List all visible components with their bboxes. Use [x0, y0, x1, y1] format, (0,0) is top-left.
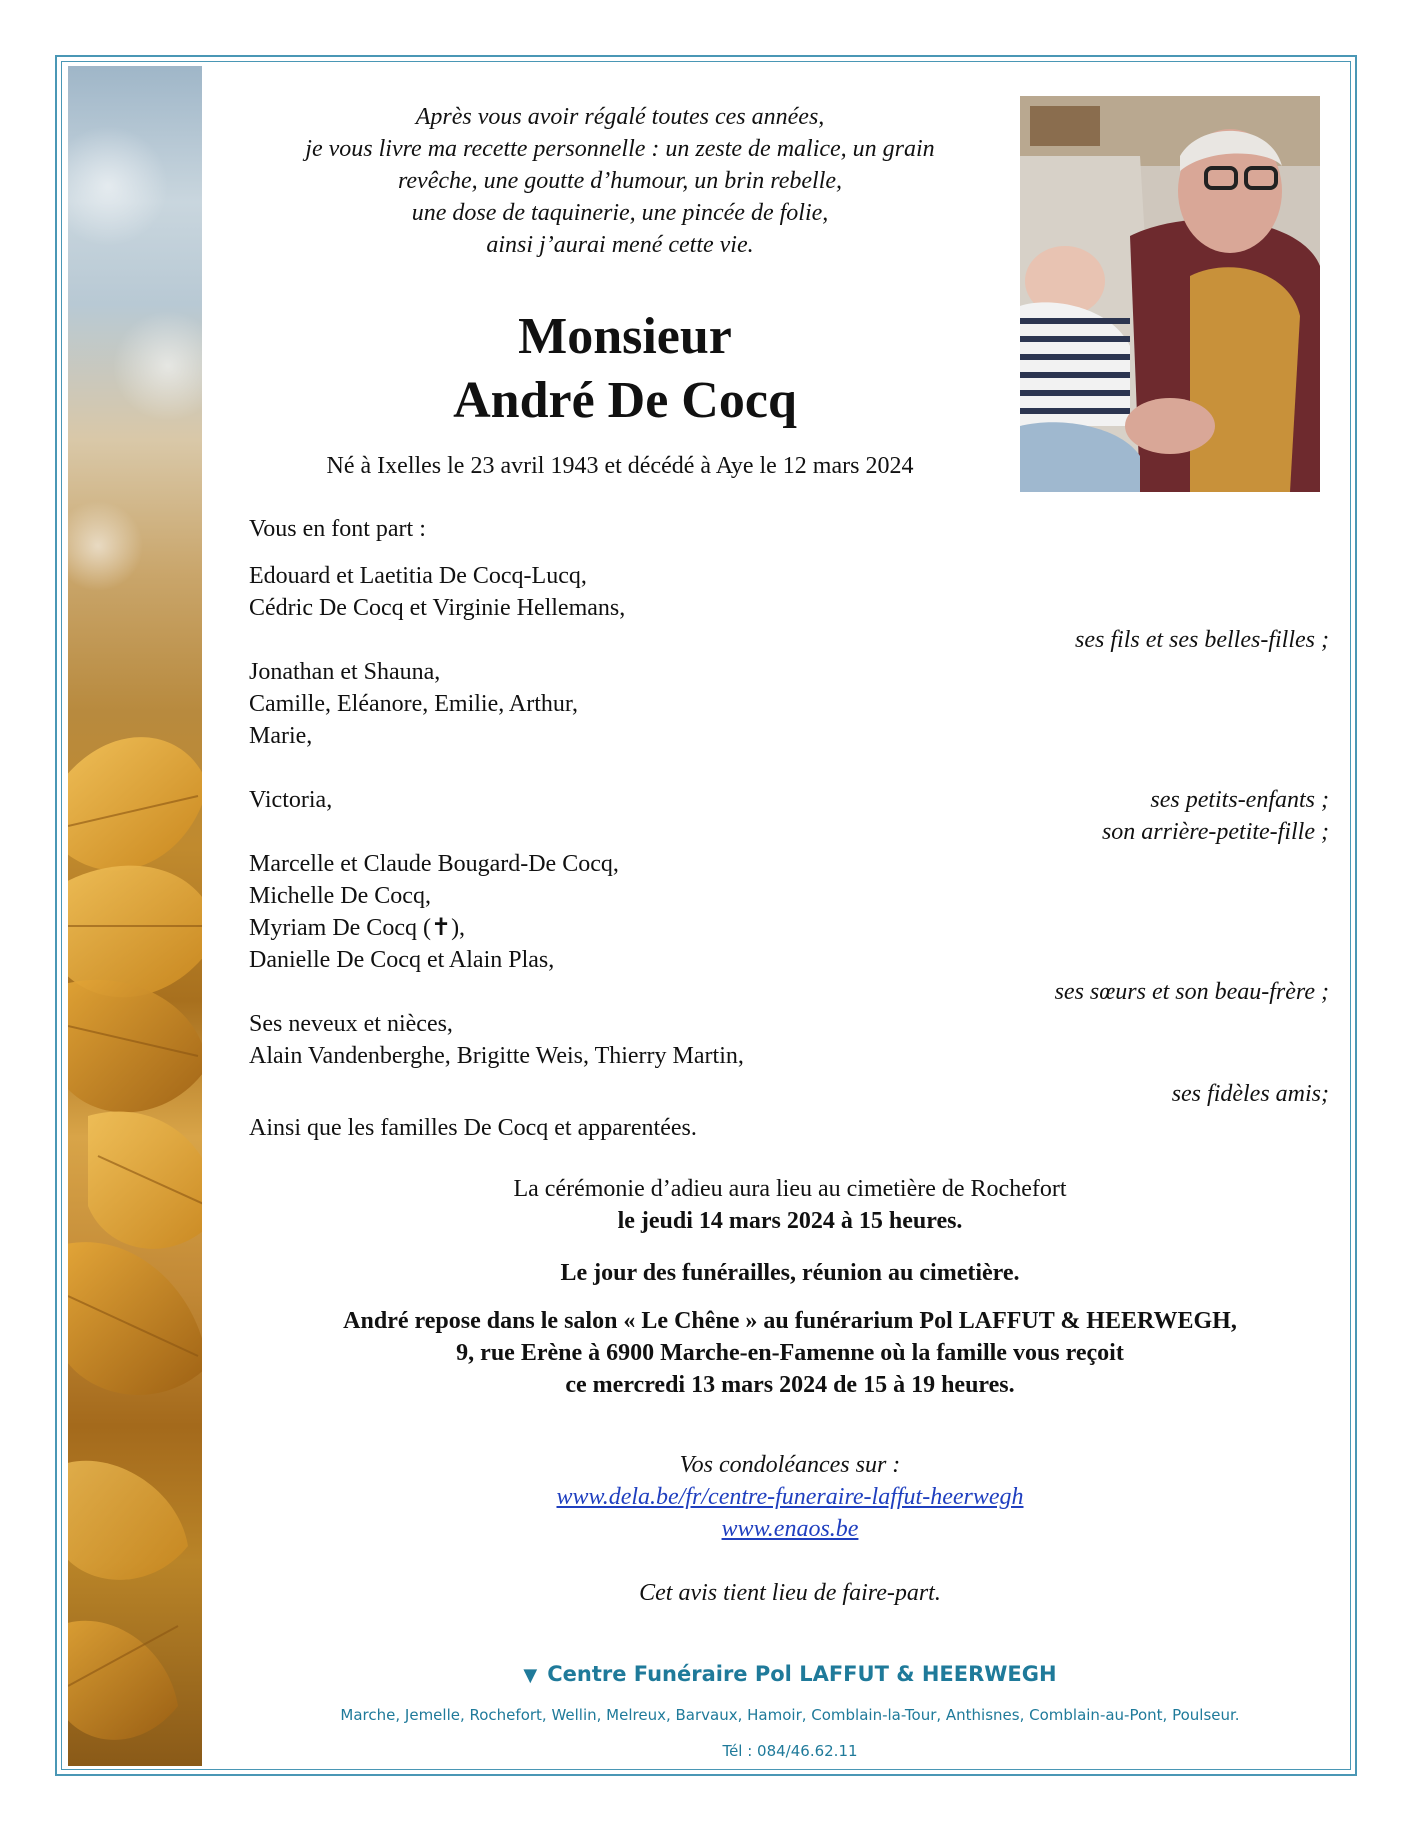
rest-line: ce mercredi 13 mars 2024 de 15 à 19 heures.: [565, 1372, 1015, 1398]
family-name: Victoria,: [249, 787, 333, 813]
funeral-home-phone: Tél : 084/46.62.11: [722, 1742, 858, 1760]
family-name: Alain Vandenberghe, Brigitte Weis, Thierry Martin,: [249, 1043, 744, 1069]
family-relation: ses petits-enfants ;: [1150, 787, 1329, 813]
family-relation: ses sœurs et son beau-frère ;: [1054, 979, 1329, 1005]
ceremony-place: La cérémonie d’adieu aura lieu au cimetière de Rochefort: [513, 1176, 1067, 1202]
poem-line: je vous livre ma recette personnelle : un zeste de malice, un grain: [305, 136, 935, 162]
condolences: [230, 1449, 1350, 1545]
family-name: Edouard et Laetitia De Cocq-Lucq,: [249, 563, 587, 589]
family-group-sons: [249, 560, 1329, 656]
family-name: Marcelle et Claude Bougard-De Cocq,: [249, 851, 619, 877]
honorific: Monsieur: [518, 308, 732, 365]
cemetery-meeting: Le jour des funérailles, réunion au cimetière.: [560, 1260, 1020, 1286]
condolences-label: Vos condoléances sur :: [679, 1452, 901, 1478]
family-name: Ses neveux et nièces,: [249, 1011, 453, 1037]
family-relation: ses fils et ses belles-filles ;: [1075, 627, 1329, 653]
family-name: Cédric De Cocq et Virginie Hellemans,: [249, 595, 626, 621]
triangle-down-icon: ▼: [523, 1665, 538, 1686]
portrait-photo: [1020, 96, 1320, 492]
family-name: Myriam De Cocq (✝),: [249, 915, 466, 941]
poem-line: Après vous avoir régalé toutes ces années,: [415, 104, 825, 130]
poem-line: une dose de taquinerie, une pincée de folie,: [411, 200, 829, 226]
funeral-home-name: ▼ Centre Funéraire Pol LAFFUT & HEERWEGH: [523, 1662, 1057, 1686]
funeral-home-info: [230, 1305, 1350, 1401]
family-group-sisters: [249, 848, 1329, 1008]
autumn-leaves-image: [68, 66, 202, 1766]
condolences-link-dela[interactable]: www.dela.be/fr/centre-funeraire-laffut-heerwegh: [556, 1484, 1024, 1510]
deceased-name: André De Cocq: [453, 372, 797, 429]
poem-line: revêche, une goutte d’humour, un brin rebelle,: [397, 168, 843, 194]
poem-line: ainsi j’aurai mené cette vie.: [486, 232, 754, 258]
ceremony-date: le jeudi 14 mars 2024 à 15 heures.: [617, 1208, 963, 1234]
poem: [230, 101, 1010, 261]
notice-line: Cet avis tient lieu de faire-part.: [639, 1580, 941, 1606]
family-name: Danielle De Cocq et Alain Plas,: [249, 947, 555, 973]
family-group-friends: [249, 1008, 1329, 1110]
announce-line: Vous en font part :: [249, 516, 426, 542]
rest-line: 9, rue Erène à 6900 Marche-en-Famenne où la famille vous reçoit: [456, 1340, 1124, 1366]
family-name: Camille, Eléanore, Emilie, Arthur,: [249, 691, 578, 717]
family-group-great-granddaughter: [249, 784, 1329, 848]
family-name: Michelle De Cocq,: [249, 883, 431, 909]
family-name: Jonathan et Shauna,: [249, 659, 441, 685]
family-name: Marie,: [249, 723, 313, 749]
funeral-home-cities: Marche, Jemelle, Rochefort, Wellin, Melreux, Barvaux, Hamoir, Comblain-la-Tour, Anthisnes, Comblain-au-Pont, Poulseur.: [340, 1706, 1240, 1724]
family-closing: Ainsi que les familles De Cocq et apparentées.: [249, 1115, 697, 1141]
family-relation: son arrière-petite-fille ;: [1101, 819, 1329, 845]
ceremony-info: [230, 1173, 1350, 1237]
condolences-link-enaos[interactable]: www.enaos.be: [721, 1516, 859, 1542]
family-relation: ses fidèles amis;: [1171, 1081, 1329, 1107]
birth-death-line: Né à Ixelles le 23 avril 1943 et décédé à Aye le 12 mars 2024: [326, 453, 914, 479]
rest-line: André repose dans le salon « Le Chêne » au funérarium Pol LAFFUT & HEERWEGH,: [343, 1308, 1237, 1334]
deceased-title: [300, 305, 950, 433]
